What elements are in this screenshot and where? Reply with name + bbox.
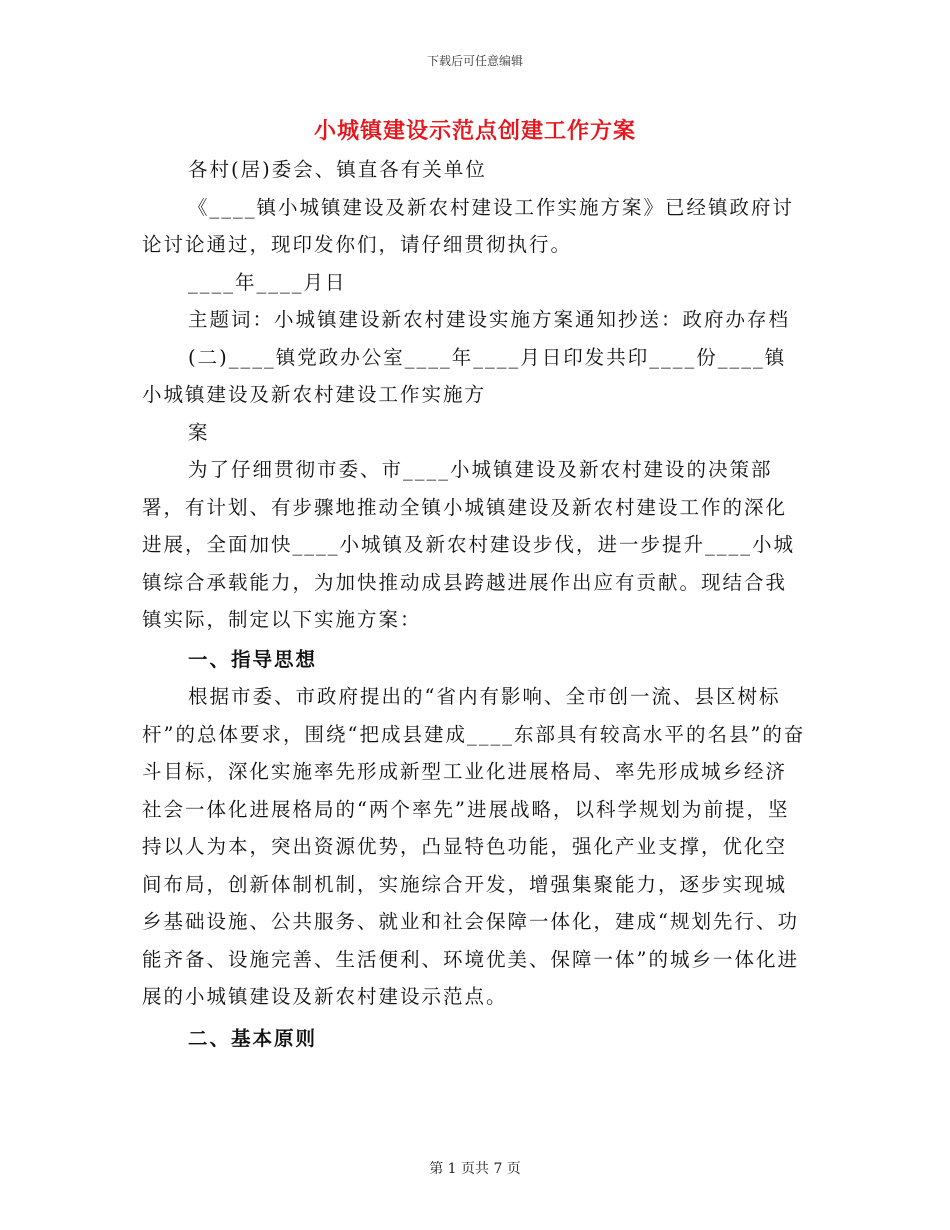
addressee-line: 各村(居)委会、镇直各有关单位 (188, 158, 487, 181)
date-line: ____年____月日 (188, 270, 347, 294)
subject-line: 主题词：小城镇建设新农村建设实施方案通知抄送：政府办存档 (188, 308, 791, 331)
document-title: 小城镇建设示范点创建工作方案 (313, 118, 636, 144)
issuance-line: (二)____镇党政办公室____年____月日印发共印____份____镇小城镇建设及新农村建设工作实施方 (142, 345, 787, 406)
intro-paragraph: 为了仔细贯彻市委、市____小城镇建设及新农村建设的决策部署，有计划、有步骤地推动全镇小城镇建设及新农村建设工作的深化进展，全面加快____小城镇及新农村建设步伐，进一步提升____小城镇综合承载能力，为加快推动成县跨越进展作出应有贡献。现结合我镇实际，制定以下实施方案： (142, 458, 796, 631)
section-heading-guiding-ideology: 一、指导思想 (188, 647, 318, 671)
guiding-ideology-paragraph: 根据市委、市政府提出的“省内有影响、全市创一流、县区树标杆”的总体要求，围绕“把成县建成____东部具有较高水平的名县”的奋斗目标，深化实施率先形成新型工业化进展格局、率先形成城乡经济社会一体化进展格局的“两个率先”进展战略，以科学规划为前提，坚持以人为本，突出资源优势，凸显特色功能，强化产业支撑，优化空间布局，创新体制机制，实施综合开发，增强集聚能力，逐步实现城乡基础设施、公共服务、就业和社会保障一体化，建成“规划先行、功能齐备、设施完善、生活便利、环境优美、保障一体”的城乡一体化进展的小城镇建设及新农村建设示范点。 (142, 685, 806, 1008)
section-heading-basic-principles: 二、基本原则 (188, 1026, 318, 1050)
page-header-note: 下载后可任意编辑 (426, 54, 523, 68)
notice-paragraph: 《____镇小城镇建设及新农村建设工作实施方案》已经镇政府讨论讨论通过，现印发你们，请仔细贯彻执行。 (142, 195, 795, 256)
document-body (142, 151, 807, 1057)
page-number: 第 1 页共 7 页 (429, 1161, 521, 1177)
issuance-line-continued: 案 (188, 420, 210, 444)
